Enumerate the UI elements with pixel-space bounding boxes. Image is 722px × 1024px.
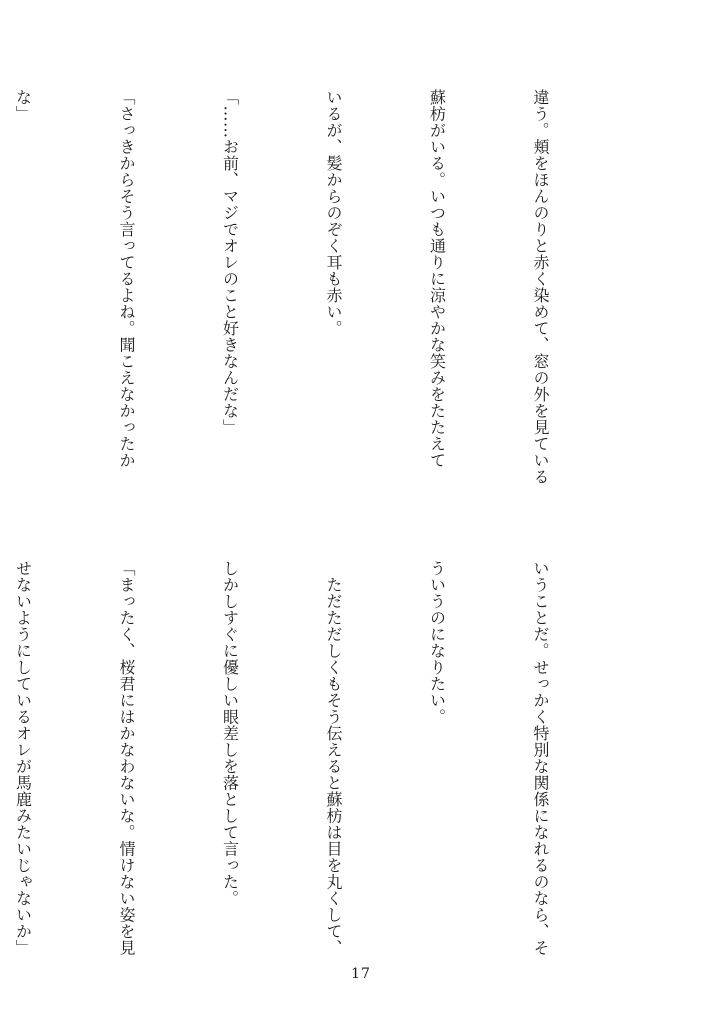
text-line: 「さっきからそう言ってるよね。聞こえなかったか	[117, 89, 136, 469]
text-line: 「まったく、桜君にはかなわないな。情けない姿を見	[117, 560, 136, 956]
text-line: いうことだ。せっかく特別な関係になれるのなら、そ	[531, 560, 550, 956]
text-line: ういうのになりたい。	[427, 560, 447, 725]
text-line: な」	[13, 89, 33, 122]
upper-text-block	[13, 89, 626, 509]
text-line: ただただしくもそう伝えると蘇枋は目を丸くして、	[324, 560, 343, 956]
text-line: せないようにしているオレが馬鹿みたいじゃないか」	[13, 560, 33, 956]
text-line: しかしすぐに優しい眼差しを落として言った。	[220, 560, 240, 907]
text-line: 違う。頬をほんのりと赤く染めて、窓の外を見ている	[531, 89, 550, 485]
page-number: 17	[351, 966, 371, 982]
text-line: 蘇枋がいる。いつも通りに涼やかな笑みをたたえて	[427, 89, 447, 469]
text-line: 「……お前、マジでオレのこと好きなんだな」	[220, 89, 240, 436]
lower-text-block	[13, 560, 626, 960]
text-line: いるが、髪からのぞく耳も赤い。	[324, 89, 343, 337]
